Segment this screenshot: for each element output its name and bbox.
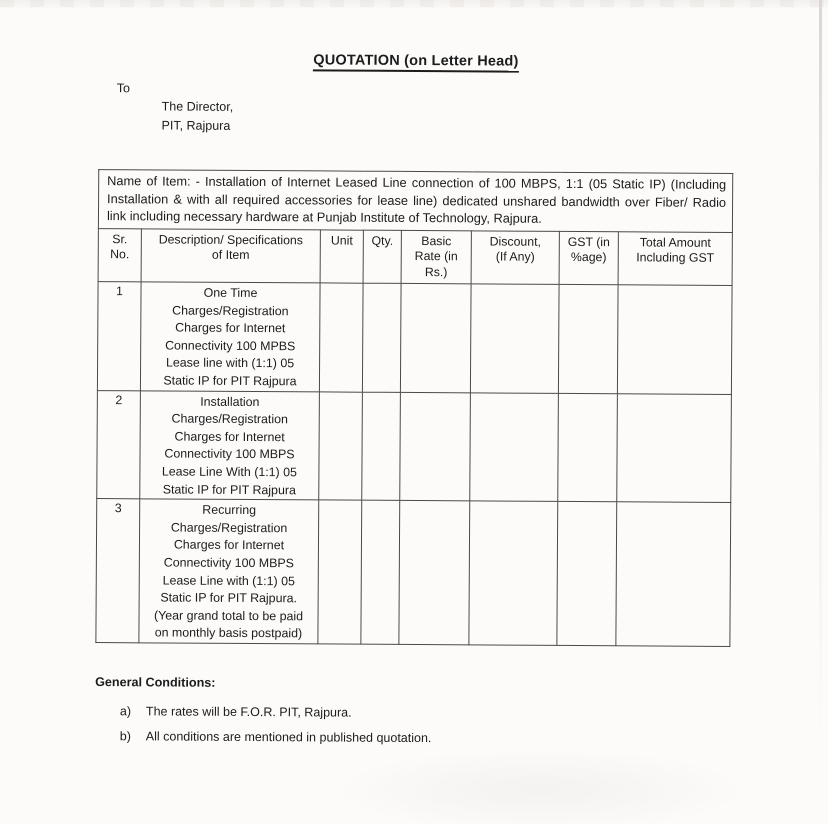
row-discount xyxy=(470,284,559,393)
document-content xyxy=(95,0,734,757)
condition-item xyxy=(120,703,729,724)
condition-marker: b) xyxy=(119,729,131,744)
general-conditions-list xyxy=(120,703,729,749)
row-basic-rate xyxy=(400,283,471,392)
col-gst: GST (in %age) xyxy=(559,231,618,285)
table-header-row xyxy=(98,228,732,285)
col-total-amount: Total Amount Including GST xyxy=(618,231,732,285)
condition-text: All conditions are mentioned in published quotation. xyxy=(145,729,432,745)
table-row xyxy=(97,390,732,502)
condition-text: The rates will be F.O.R. PIT, Rajpura. xyxy=(145,704,352,720)
row-description: Installation Charges/Registration Charges for Internet Connectivity 100 MBPS Lease Line With (1:1) 05 Static IP for PIT Rajpura xyxy=(140,390,320,500)
recipient-name: The Director, xyxy=(161,99,234,114)
col-sr-no: Sr. No. xyxy=(98,228,141,282)
row-sr: 1 xyxy=(97,282,141,391)
name-of-item-row xyxy=(98,170,732,232)
row-basic-rate xyxy=(399,501,470,645)
row-gst xyxy=(557,502,617,646)
row-qty xyxy=(362,283,401,392)
row-basic-rate xyxy=(400,392,471,501)
recipient-org: PIT, Rajpura xyxy=(161,117,231,133)
row-discount xyxy=(470,392,559,501)
col-basic-rate: Basic Rate (in Rs.) xyxy=(401,230,471,284)
col-qty: Qty. xyxy=(363,230,401,284)
scan-artifact-right-edge xyxy=(819,0,822,824)
salutation: To xyxy=(116,81,131,96)
table-row xyxy=(96,499,731,647)
row-qty xyxy=(362,392,401,501)
row-discount xyxy=(469,501,558,645)
row-total xyxy=(616,502,731,646)
row-description: One Time Charges/Registration Charges for Internet Connectivity 100 MPBS Lease line with (1:1) 05 Static IP for PIT Rajpura xyxy=(140,282,320,392)
document-title: QUOTATION (on Letter Head) xyxy=(99,51,733,71)
col-description: Description/ Specifications of Item xyxy=(141,228,320,283)
row-unit xyxy=(319,283,363,392)
row-unit xyxy=(318,500,362,644)
col-discount: Discount, (If Any) xyxy=(471,230,559,284)
row-qty xyxy=(361,500,400,644)
row-total xyxy=(617,393,732,502)
condition-item xyxy=(120,728,729,749)
name-of-item: Name of Item: - Installation of Internet Leased Line connection of 100 MBPS, 1:1 (05 Static IP) (Including Installation & with all required accessories for lease line) dedicated unshared bandwidth over Fiber/ Radio link including necessary hardware at Punjab Institute of Technology, Rajpura. xyxy=(98,170,732,232)
row-sr: 2 xyxy=(97,390,141,499)
row-gst xyxy=(558,393,618,502)
table-row xyxy=(97,282,732,394)
condition-marker: a) xyxy=(119,704,132,719)
quotation-table xyxy=(95,169,733,647)
col-unit: Unit xyxy=(320,229,363,283)
row-sr: 3 xyxy=(96,499,140,643)
row-gst xyxy=(558,284,618,393)
row-total xyxy=(617,285,732,394)
general-conditions-heading: General Conditions: xyxy=(95,674,216,690)
row-unit xyxy=(319,391,363,500)
row-description: Recurring Charges/Registration Charges for Internet Connectivity 100 MBPS Lease Line with (1:1) 05 Static IP for PIT Rajpura. (Year grand total to be paid on monthly basis postpaid) xyxy=(139,499,319,644)
